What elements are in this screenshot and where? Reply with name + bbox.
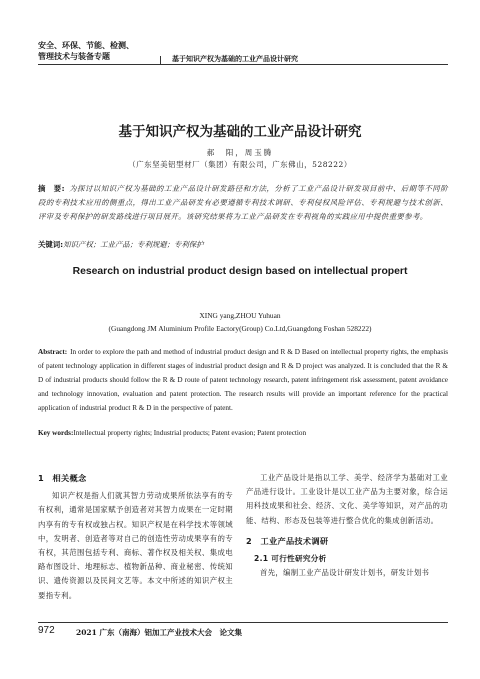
industrial-design-paragraph: 工业产品设计是指以工学、美学、经济学为基础对工业产品进行设计。工业设计是以工业产品为主要对象，综合运用科技成果和社会、经济、文化、美学等知识，对产品的功能、结构、形态及包装等进行整合优化的集成创新活动。 <box>246 473 448 525</box>
footer-rule <box>38 622 448 623</box>
running-title: 基于知识产权为基础的工业产品设计研究 <box>172 54 298 63</box>
journal-line-1: 安全、环保、节能、检测、 <box>38 40 134 50</box>
abstract-en <box>38 346 448 416</box>
journal-name <box>38 40 148 62</box>
header-divider <box>160 56 161 64</box>
journal-line-2: 管理技术与装备专题 <box>38 51 110 61</box>
paper-title-en: Research on industrial product design based on intellectual propert <box>72 266 408 277</box>
affiliation-en: (Guangdong JM Aluminium Profile Eactory(Group) Co.Ltd,Guangdong Foshan 528222) <box>108 324 372 333</box>
subsection-2-1-paragraph: 首先，编制工业产品设计研发计划书，研发计划书 <box>260 568 430 578</box>
authors-en: XING yang,ZHOU Yuhuan <box>199 311 281 320</box>
keywords-zh-text: 知识产权；工业产品；专利规避；专利保护 <box>63 240 204 249</box>
keywords-zh <box>38 238 448 252</box>
body-column-right <box>246 471 448 580</box>
abstract-zh <box>38 182 448 224</box>
header-rule <box>38 64 448 65</box>
paper-title-zh: 基于知识产权为基础的工业产品设计研究 <box>118 124 362 140</box>
keywords-en-label: Key words: <box>38 429 74 437</box>
page-number: 972 <box>38 625 55 636</box>
keywords-en <box>38 427 448 441</box>
section-1-paragraph: 知识产权是指人们就其智力劳动成果所依法享有的专有权利，通常是国家赋予创造者对其智力成果在一定时期内享有的专有权或独占权。知识产权是在科学技术等领域中，发明者、创造者等对自己的创造性劳动成果享有的专有权，其范围包括专利、商标、著作权及相关权、集成电路布图设计、地理标志、植物新品种、商业秘密、传统知识、遗传资源以及民间文艺等。本文中所述的知识产权主要指专利。 <box>38 491 233 600</box>
conference-name: 2021 广东（南海）铝加工产业技术大会 论文集 <box>76 628 242 637</box>
abstract-en-text: In order to explore the path and method of industrial product design and R & D Based on intellectual property rights, the emphasis of patent technology application in different stages of industrial product design and R & D project was analyzed. It is concluded that the R & D of industrial products should follow the R & D route of patent technology research, patent infringement risk assessment, patent avoidance and technology innovation, evaluation and patent protection. The research results will provide an important reference for the practical application of industrial product R & D in the perspective of patent. <box>38 348 448 412</box>
authors-zh: 郝 阳，周玉腾 <box>206 148 274 157</box>
subsection-2-1-heading: 2.1 可行性研究分析 <box>254 554 327 564</box>
affiliation-zh: （广东坚美铝型材厂（集团）有限公司，广东佛山，528222） <box>128 160 352 169</box>
abstract-zh-label: 摘 要: <box>38 184 66 193</box>
section-2-heading: 2 工业产品技术调研 <box>246 535 329 546</box>
keywords-zh-label: 关键词: <box>38 240 64 249</box>
section-1-heading: 1 相关概念 <box>38 473 87 483</box>
body-column-left <box>38 471 233 603</box>
abstract-en-label: Abstract: <box>38 348 68 356</box>
keywords-en-text: Intellectual property rights; Industrial products; Patent evasion; Patent protection <box>73 429 307 437</box>
abstract-zh-text: 为探讨以知识产权为基础的工业产品设计研发路径和方法，分析了工业产品设计研发项目前中、后期等不同阶段的专利技术应用的侧重点，得出工业产品研发有必要遵循专利技术调研、专利侵权风险评估、专利规避与技术创新、评审及专利保护的研发路线进行项目展开。该研究结果将为工业产品研发在专利视角的实践应用中提供重要参考。 <box>38 184 448 221</box>
